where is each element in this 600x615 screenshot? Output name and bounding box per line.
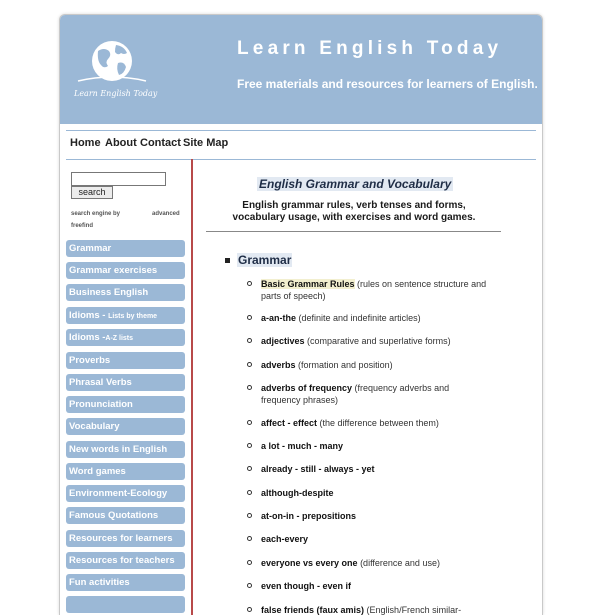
- circle-bullet-icon: [247, 385, 252, 390]
- sidebar-item-idioms-az[interactable]: [66, 329, 185, 346]
- sidebar-item-resources-learners[interactable]: [66, 530, 185, 547]
- sidebar-item-more[interactable]: [66, 596, 185, 613]
- sidebar-item-label: Resources for learners: [69, 533, 173, 544]
- sidebar-item-vocabulary[interactable]: [66, 418, 185, 435]
- item-link[interactable]: at-on-in - prepositions: [261, 511, 356, 521]
- item-link[interactable]: false friends (faux amis): [261, 605, 365, 615]
- item-desc: (formation and position): [295, 360, 393, 370]
- freefind-link[interactable]: freefind: [71, 223, 94, 229]
- sidebar-item-idioms-theme[interactable]: [66, 307, 185, 324]
- item-link[interactable]: Basic Grammar Rules: [261, 279, 355, 289]
- sidebar-item-label: Fun activities: [69, 577, 130, 588]
- category-heading: Grammar: [238, 253, 292, 267]
- item-link[interactable]: everyone vs every one: [261, 558, 358, 568]
- sidebar-item-fun-activities[interactable]: [66, 574, 185, 591]
- sidebar-item-grammar-exercises[interactable]: [66, 262, 185, 279]
- sidebar-item-sublabel: Lists by theme: [108, 313, 158, 320]
- item-link[interactable]: already - still - always - yet: [261, 464, 375, 474]
- item-desc: (definite and indefinite articles): [296, 313, 421, 323]
- circle-bullet-icon: [247, 607, 252, 612]
- sidebar-item-new-words[interactable]: [66, 441, 185, 458]
- item-desc: (comparative and superlative forms): [304, 336, 451, 346]
- sidebar-item-resources-teachers[interactable]: [66, 552, 185, 569]
- circle-bullet-icon: [247, 583, 252, 588]
- item-link[interactable]: affect - effect: [261, 418, 318, 428]
- circle-bullet-icon: [247, 490, 252, 495]
- site-header: [60, 15, 542, 124]
- item-link[interactable]: although-despite: [261, 488, 334, 498]
- item-desc: (the difference between them): [317, 418, 439, 428]
- item-desc: (English/French similar-: [364, 605, 462, 615]
- item-link[interactable]: even though - even if: [261, 581, 352, 591]
- search-input[interactable]: [71, 172, 166, 186]
- page-title: English Grammar and Vocabulary: [259, 177, 452, 191]
- sidebar-item-label: Business English: [69, 287, 149, 298]
- search-engine-label: search engine by: [71, 211, 121, 217]
- page-frame: [59, 14, 543, 615]
- item-desc: (difference and use): [357, 558, 440, 568]
- sidebar-item-label: Phrasal Verbs: [69, 377, 132, 388]
- sidebar-item-label: Grammar: [69, 243, 112, 254]
- item-link[interactable]: a-an-the: [261, 313, 297, 323]
- sidebar-item-label: Vocabulary: [69, 421, 120, 432]
- top-nav: [66, 130, 536, 160]
- globe-icon: [72, 35, 152, 115]
- sidebar-item-label: Idioms -: [69, 332, 106, 343]
- page-description: English grammar rules, verb tenses and forms, vocabulary usage, with exercises and word games.: [232, 200, 476, 223]
- sidebar-item-label: Pronunciation: [69, 399, 133, 410]
- sidebar-item-label: Resources for teachers: [69, 555, 175, 566]
- logo-text: Learn English Today: [74, 89, 158, 98]
- sidebar-item-word-games[interactable]: [66, 463, 185, 480]
- site-logo[interactable]: [72, 35, 158, 115]
- left-sidebar: [60, 159, 193, 615]
- circle-bullet-icon: [247, 443, 252, 448]
- nav-home[interactable]: Home: [70, 137, 101, 149]
- site-tagline: Free materials and resources for learners of English.: [237, 77, 538, 91]
- circle-bullet-icon: [247, 536, 252, 541]
- nav-site-map[interactable]: Site Map: [183, 137, 229, 149]
- sidebar-item-pronunciation[interactable]: [66, 396, 185, 413]
- item-link[interactable]: adjectives: [261, 336, 305, 346]
- sidebar-item-label: Famous Quotations: [69, 510, 159, 521]
- nav-about[interactable]: About: [105, 137, 137, 149]
- sidebar-item-quotations[interactable]: [66, 507, 185, 524]
- sidebar-item-label: Environment-Ecology: [69, 488, 168, 499]
- item-link[interactable]: adverbs of frequency: [261, 383, 353, 393]
- circle-bullet-icon: [247, 315, 252, 320]
- main-content: [194, 159, 542, 615]
- bullet-icon: [225, 258, 230, 263]
- site-title: Learn English Today: [237, 38, 503, 59]
- sidebar-item-phrasal-verbs[interactable]: [66, 374, 185, 391]
- item-link[interactable]: a lot - much - many: [261, 441, 344, 451]
- circle-bullet-icon: [247, 281, 252, 286]
- sidebar-item-grammar[interactable]: [66, 240, 185, 257]
- nav-contact[interactable]: Contact: [140, 137, 181, 149]
- circle-bullet-icon: [247, 420, 252, 425]
- item-desc: (rules on sentence structure and parts of speech): [261, 279, 487, 301]
- circle-bullet-icon: [247, 466, 252, 471]
- item-link[interactable]: adverbs: [261, 360, 296, 370]
- sidebar-item-label: Proverbs: [69, 355, 111, 366]
- divider: [206, 231, 501, 232]
- sidebar-item-sublabel: A-Z lists: [105, 335, 134, 342]
- circle-bullet-icon: [247, 338, 252, 343]
- circle-bullet-icon: [247, 513, 252, 518]
- sidebar-item-environment[interactable]: [66, 485, 185, 502]
- sidebar-item-label: Grammar exercises: [69, 265, 158, 276]
- sidebar-item-proverbs[interactable]: [66, 352, 185, 369]
- item-link[interactable]: each-every: [261, 534, 309, 544]
- search-button[interactable]: search: [71, 186, 113, 199]
- sidebar-item-label: New words in English: [69, 444, 168, 455]
- sidebar-item-business-english[interactable]: [66, 284, 185, 301]
- advanced-search-link[interactable]: advanced: [152, 211, 180, 217]
- sidebar-item-label: Word games: [69, 466, 126, 477]
- circle-bullet-icon: [247, 362, 252, 367]
- sidebar-item-label: Idioms -: [69, 310, 109, 321]
- circle-bullet-icon: [247, 560, 252, 565]
- item-desc: (frequency adverbs and frequency phrases): [261, 383, 450, 405]
